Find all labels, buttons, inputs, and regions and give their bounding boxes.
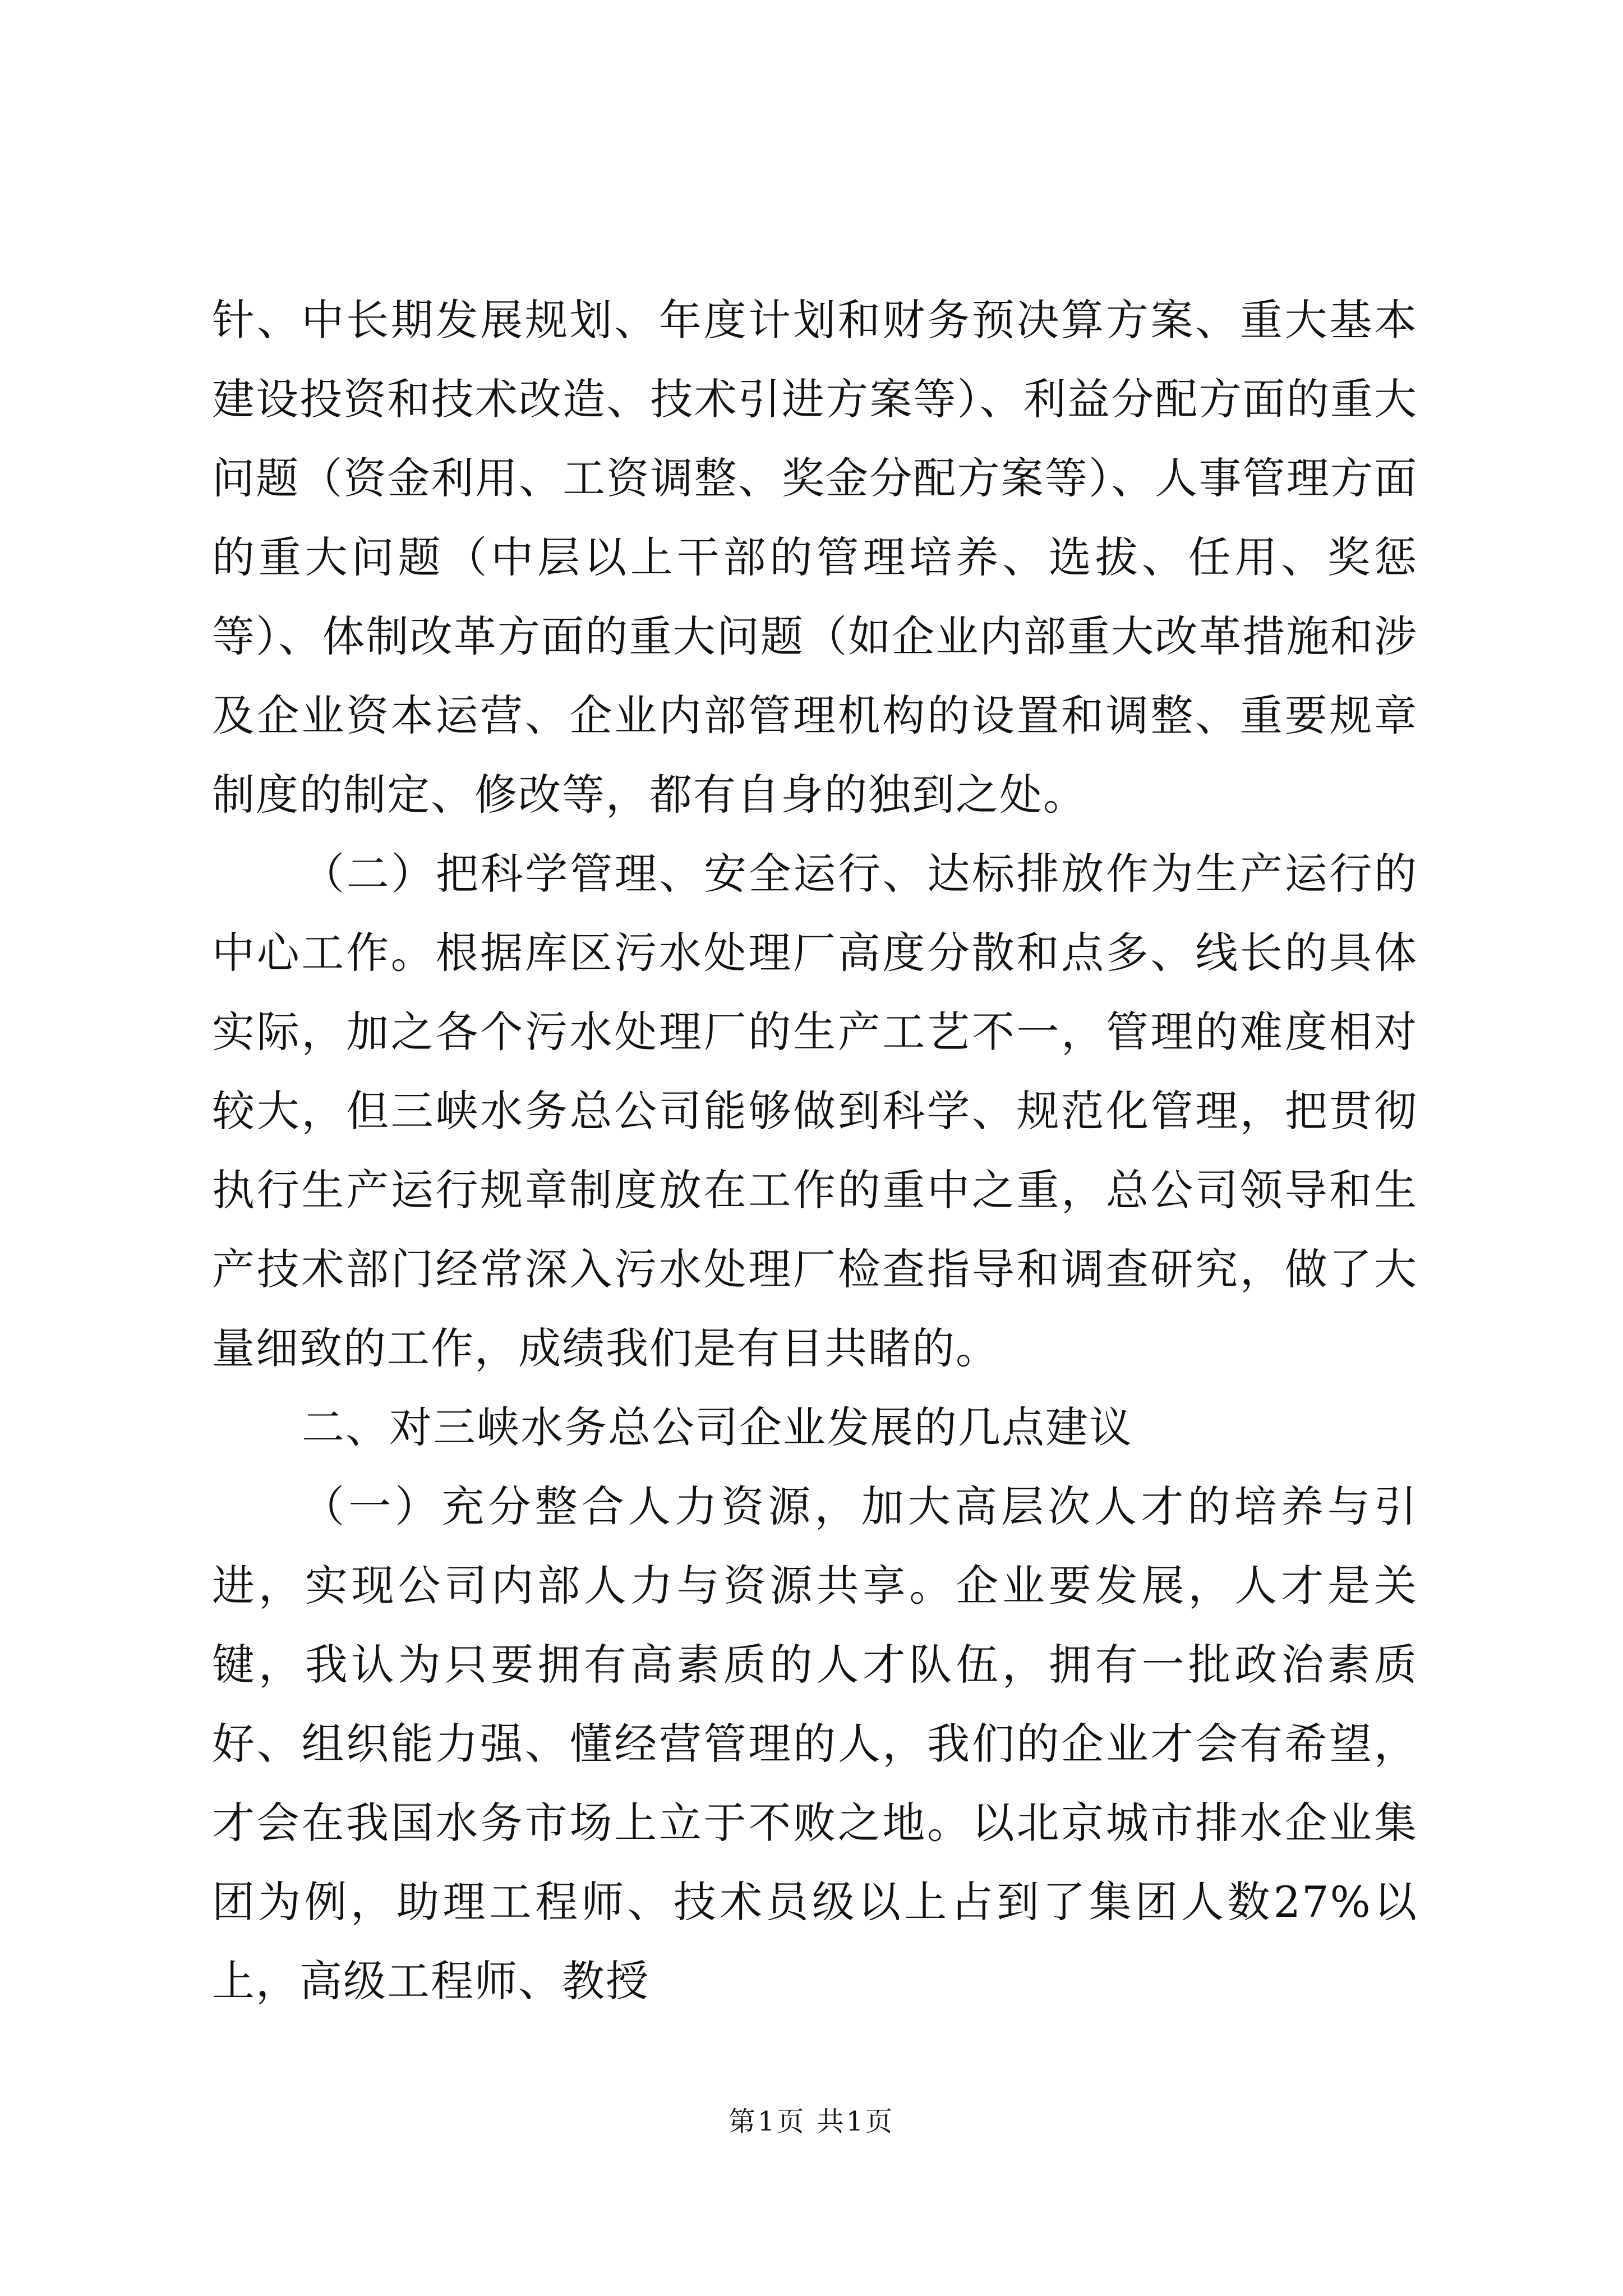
page-footer: 第1页 共1页 bbox=[728, 2106, 895, 2137]
document-body bbox=[212, 280, 1418, 2021]
paragraph-continuation: 针、中长期发展规划、年度计划和财务预决算方案、重大基本建设投资和技术改造、技术引进方案等）、利益分配方面的重大问题（资金利用、工资调整、奖金分配方案等）、人事管理方面的重大问题（中层以上干部的管理培养、选拔、任用、奖惩等）、体制改革方面的重大问题（如企业内部重大改革措施和涉及企业资本运营、企业内部管理机构的设置和调整、重要规章制度的制定、修改等，都有自身的独到之处。 bbox=[212, 295, 1418, 820]
section-heading: 二、对三峡水务总公司企业发展的几点建议 bbox=[302, 1402, 1133, 1452]
paragraph-section-2: （二）把科学管理、安全运行、达标排放作为生产运行的中心工作。根据库区污水处理厂高度分散和点多、线长的具体实际，加之各个污水处理厂的生产工艺不一，管理的难度相对较大，但三峡水务总公司能够做到科学、规范化管理，把贯彻执行生产运行规章制度放在工作的重中之重，总公司领导和生产技术部门经常深入污水处理厂检查指导和调查研究，做了大量细致的工作，成绩我们是有目共睹的。 bbox=[212, 849, 1418, 1373]
paragraph-suggestion-1: （一）充分整合人力资源，加大高层次人才的培养与引进，实现公司内部人力与资源共享。企业要发展，人才是关键，我认为只要拥有高素质的人才队伍，拥有一批政治素质好、组织能力强、懂经营管理的人，我们的企业才会有希望，才会在我国水务市场上立于不败之地。以北京城市排水企业集团为例，助理工程师、技术员级以上占到了集团人数27%以上，高级工程师、教授 bbox=[212, 1481, 1418, 2006]
